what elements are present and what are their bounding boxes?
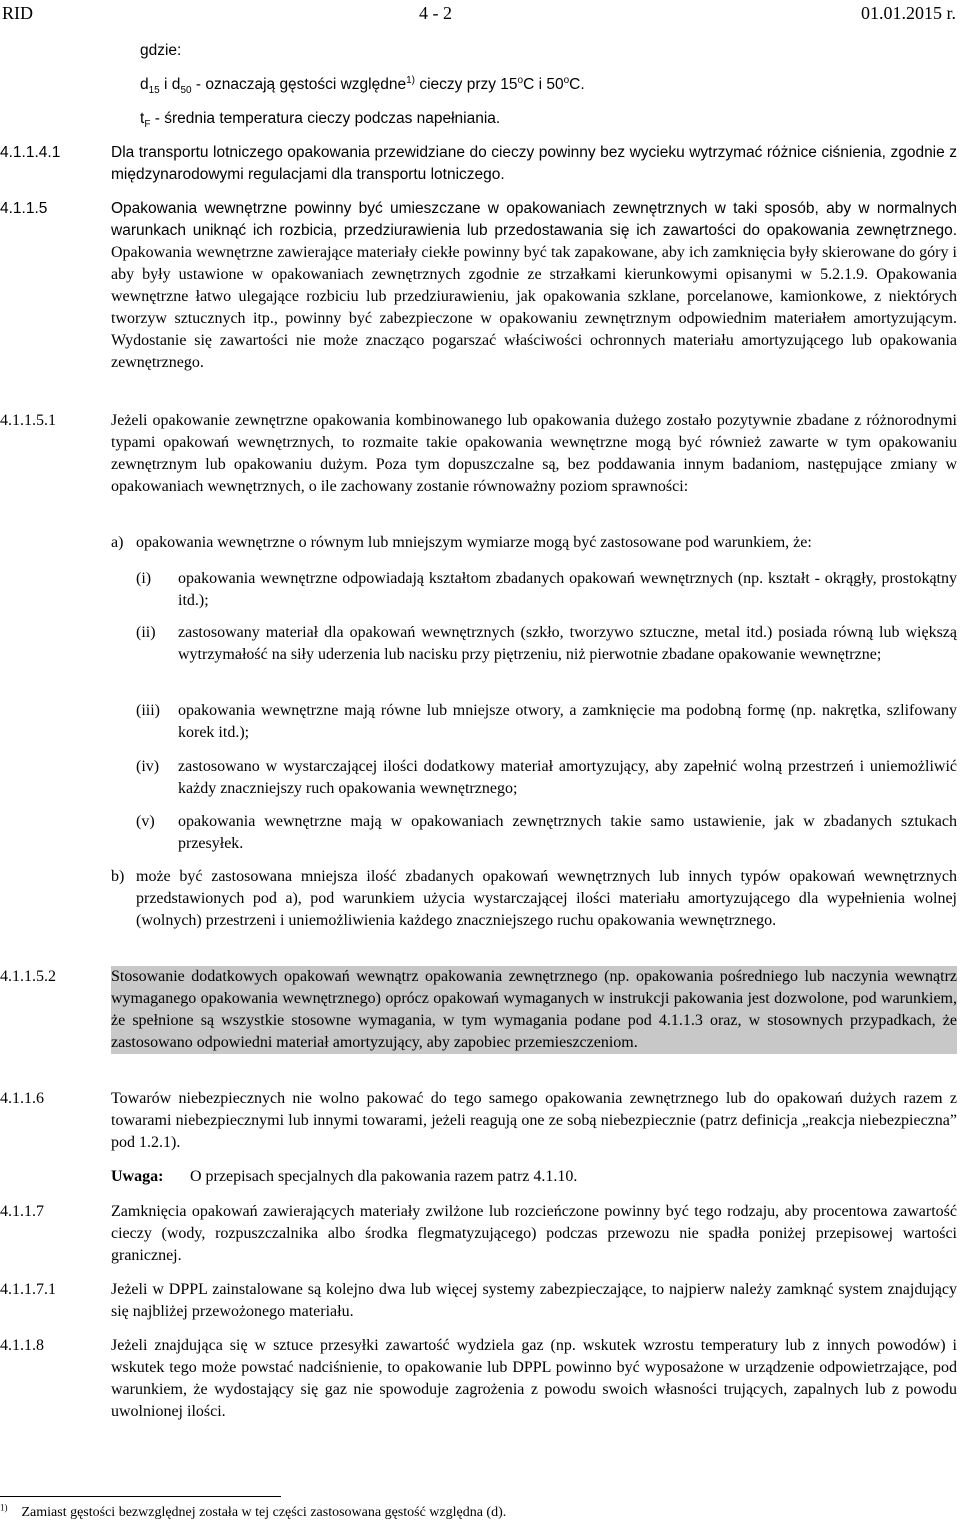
subitem-label-iii: (iii): [136, 702, 160, 719]
item-label-a: a): [111, 534, 124, 551]
section-number-4-1-1-4-1: 4.1.1.4.1: [0, 144, 61, 161]
footnote-separator: [0, 1496, 281, 1497]
header-page-number: 4 - 2: [419, 3, 452, 23]
section-number-4-1-1-5-2: 4.1.1.5.2: [0, 968, 56, 985]
subitem-text-iii: opakowania wewnętrzne mają równe lub mniejsze otwory, a zamknięcie ma podobną formę (np. nakrętka, szlifowany korek itd.);: [178, 702, 957, 741]
section-text-4-1-1-5: Opakowania wewnętrzne powinny być umieszczane w opakowaniach zewnętrznych w taki sposób, aby w normalnych warunkach uniknąć ich rozbicia, przedziurawienia lub przedostawania się ich zawartości do opakowania zewnętrznego. Opakowania wewnętrzne zawierające materiały ciekłe powinny być tak zapakowane, aby ich zamknięcia były skierowane do góry i aby były ustawione w opakowaniach zewnętrznych zgodnie ze strzałkami kierunkowymi opisanymi w 5.2.1.9. Opakowania wewnętrzne łatwo ulegające rozbiciu lub przedziurawieniu, jak opakowania szklane, porcelanowe, kamionkowe, z niektórych tworzyw sztucznych itp., powinny być zabezpieczone w opakowaniu zewnętrznym odpowiednim materiałem amortyzującym. Wydostanie się zawartości nie może znacząco pogarszać właściwości ochronnych materiału amortyzującego lub opakowania zewnętrznego.: [111, 200, 957, 371]
section-text-4-1-1-6: Towarów niebezpiecznych nie wolno pakować do tego samego opakowania zewnętrznego lub do opakowań dużych razem z towarami niebezpiecznymi lub innymi towarami, jeżeli reagują one ze sobą niebezpiecznie (patrz definicja „reakcja niebezpieczna” pod 1.2.1).: [111, 1090, 957, 1151]
header-document-name: RID: [2, 3, 33, 23]
section-number-4-1-1-6: 4.1.1.6: [0, 1090, 44, 1107]
section-text-4-1-1-7-1: Jeżeli w DPPL zainstalowane są kolejno dwa lub więcej systemy zabezpieczające, to najpierw należy zamknąć system znajdujący się najbliżej przewożonego materiału.: [111, 1281, 957, 1320]
page-header: [0, 2, 960, 26]
item-label-b: b): [111, 868, 125, 885]
section-text-4-1-1-4-1: Dla transportu lotniczego opakowania przewidziane do cieczy powinny bez wycieku wytrzymać różnice ciśnienia, zgodnie z międzynarodowymi regulacjami dla transportu lotniczego.: [111, 144, 957, 183]
section-text-4-1-1-5-1: Jeżeli opakowanie zewnętrzne opakowania kombinowanego lub opakowania dużego zostało pozytywnie zbadane z różnorodnymi typami opakowań wewnętrznych, to rozmaite takie opakowania wewnętrzne mogą być również zawarte w tym opakowaniu zewnętrznym lub opakowaniu dużym. Poza tym dopuszczalne są, bez poddawania innym badaniom, następujące zmiany w opakowaniach wewnętrznych, o ile zachowany zostanie równoważny poziom sprawności:: [111, 412, 957, 495]
section-number-4-1-1-7-1: 4.1.1.7.1: [0, 1281, 56, 1298]
subitem-text-i: opakowania wewnętrzne odpowiadają kształtom zbadanych opakowań wewnętrznych (np. kształt - okrągły, prostokątny itd.);: [178, 570, 957, 609]
item-text-b: może być zastosowana mniejsza ilość zbadanych opakowań wewnętrznych lub innych typów opakowań wewnętrznych przedstawionych pod a), pod warunkiem użycia wystarczającej ilości materiału amortyzującego dla wypełnienia wolnej (wolnych) przestrzeni i uniemożliwienia każdego znaczniejszego ruchu opakowania wewnętrznego.: [136, 868, 957, 929]
item-text-a: opakowania wewnętrzne o równym lub mniejszym wymiarze mogą być zastosowane pod warunkiem, że:: [136, 534, 812, 551]
where-label: gdzie:: [140, 42, 182, 59]
subitem-label-i: (i): [136, 570, 152, 587]
subitem-text-v: opakowania wewnętrzne mają w opakowaniach zewnętrznych takie samo ustawienie, jak w zbadanych sztukach przesyłek.: [178, 813, 957, 852]
section-text-4-1-1-7: Zamknięcia opakowań zawierających materiały zwilżone lub rozcieńczone powinny być tego rodzaju, aby procentowa zawartość cieczy (wody, rozpuszczalnika albo środka flegmatyzującego) podczas przewozu nie spadła poniżej przepisowej wartości granicznej.: [111, 1203, 957, 1264]
footnote: [0, 1502, 506, 1524]
subitem-label-ii: (ii): [136, 624, 156, 641]
section-number-4-1-1-5-1: 4.1.1.5.1: [0, 412, 56, 429]
subitem-label-iv: (iv): [136, 758, 160, 775]
header-date: 01.01.2015 r.: [860, 3, 956, 23]
note-label: Uwaga:: [111, 1168, 164, 1185]
section-number-4-1-1-5: 4.1.1.5: [0, 200, 48, 217]
where-density-line: $d_{15}$ i $d_{50}$ - oznaczają gęstości względne$^{1)}$ cieczy przy 15$^o$C i 50$^o$C.: [140, 74, 585, 97]
subitem-text-ii: zastosowany materiał dla opakowań wewnętrznych (szkło, tworzywo sztuczne, metal itd.) posiada równą lub większą wytrzymałość na siły uderzenia lub nacisku przy piętrzeniu, niż pierwotnie zbadane opakowanie wewnętrzne;: [178, 624, 957, 663]
section-number-4-1-1-8: 4.1.1.8: [0, 1337, 44, 1354]
where-temperature-line: $t_F$ - średnia temperatura cieczy podczas napełniania.: [140, 110, 501, 131]
section-number-4-1-1-7: 4.1.1.7: [0, 1203, 44, 1220]
footnote-mark: 1): [0, 1502, 8, 1513]
section-text-4-1-1-8: Jeżeli znajdująca się w sztuce przesyłki zawartość wydziela gaz (np. wskutek wzrostu temperatury lub z innych powodów) i wskutek tego może powstać nadciśnienie, to opakowanie lub DPPL powinno być wyposażone w urządzenie odpowietrzające, pod warunkiem, że wydostający się gaz nie spowoduje zagrożenia z powodu swoich własności trujących, zapalnych lub z powodu uwolnionej ilości.: [111, 1337, 957, 1420]
subitem-text-iv: zastosowano w wystarczającej ilości dodatkowy materiał amortyzujący, aby zapełnić wolną przestrzeń i uniemożliwić każdy znaczniejszy ruch opakowania wewnętrznego;: [178, 758, 957, 797]
subitem-label-v: (v): [136, 813, 155, 830]
footnote-text: Zamiast gęstości bezwzględnej została w tej części zastosowana gęstość względna (d).: [21, 1505, 507, 1520]
section-text-4-1-1-5-2: Stosowanie dodatkowych opakowań wewnątrz opakowania zewnętrznego (np. opakowania pośredniego lub naczynia wewnątrz wymaganego opakowania wewnętrznego) oprócz opakowań wymaganych w instrukcji pakowania jest dozwolone, pod warunkiem, że spełnione są wszystkie stosowne wymagania, w tym wymagania podane pod 4.1.1.3 oraz, w stosownych przypadkach, że zastosowano odpowiedni materiał amortyzujący, aby zapobiec przemieszczeniom.: [111, 966, 957, 1054]
note-text: O przepisach specjalnych dla pakowania razem patrz 4.1.10.: [190, 1168, 578, 1185]
